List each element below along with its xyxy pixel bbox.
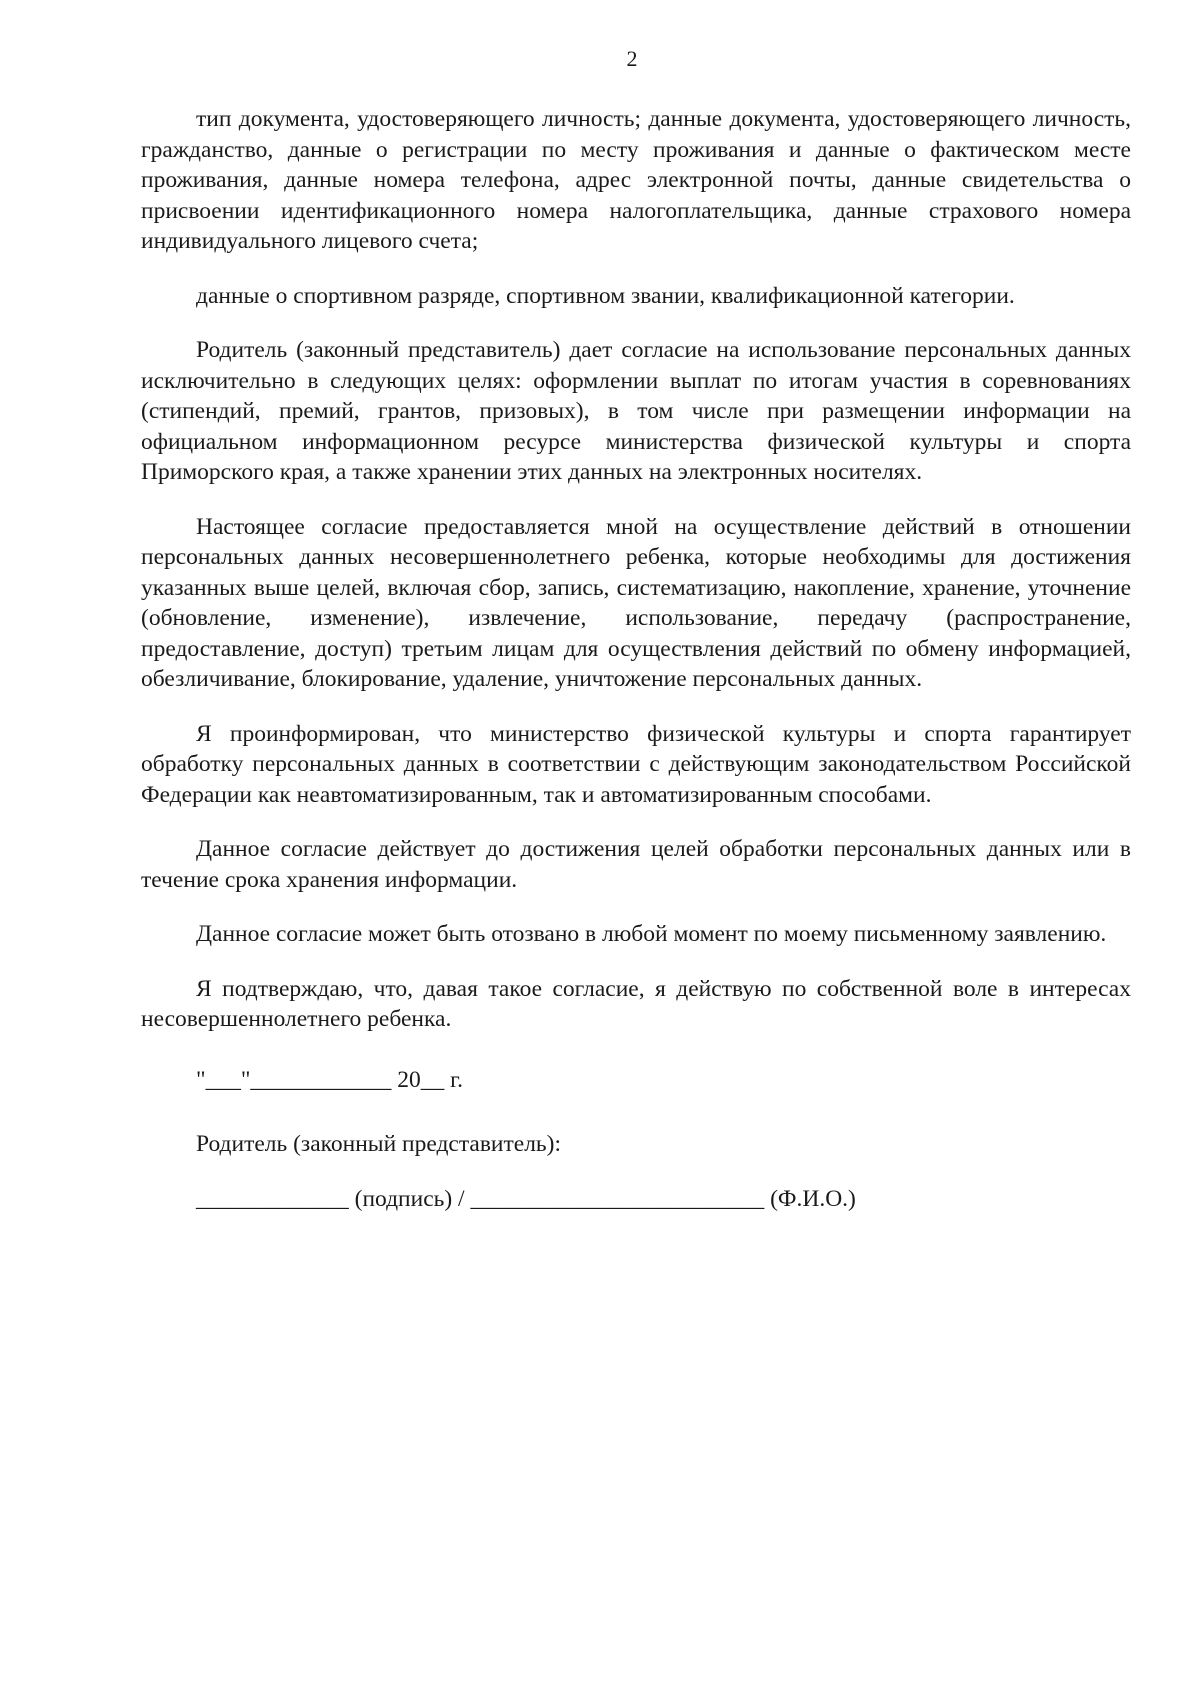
date-field: "___"____________ 20__ г. [196, 1066, 464, 1093]
paragraph-confirmation: Я подтверждаю, что, давая такое согласие, я действую по собственной воле в интересах несовершеннолетнего ребенка. [141, 975, 1131, 1032]
paragraph-validity: Данное согласие действует до достижения целей обработки персональных данных или в течение срока хранения информации. [141, 836, 1131, 893]
paragraph-purpose: Родитель (законный представитель) дает согласие на использование персональных данных исключительно в следующих целях: оформлении выплат по итогам участия в соревнованиях (стипендий, премий, грантов, призовых), в том числе при размещении информации на официальном информационном ресурсе министерства физической культуры и спорта Приморского края, а также хранении этих данных на электронных носителях. [141, 337, 1131, 485]
paragraph-revocation: Данное согласие может быть отозвано в любой момент по моему письменному заявлению. [196, 921, 1107, 947]
document-body [141, 104, 1131, 1214]
page-number: 2 [626, 46, 638, 71]
paragraph-guarantee: Я проинформирован, что министерство физической культуры и спорта гарантирует обработку персональных данных в соответствии с действующим законодательством Российской Федерации как неавтоматизированным, так и автоматизированным способами. [141, 720, 1131, 808]
parent-label: Родитель (законный представитель): [196, 1131, 562, 1157]
paragraph-personal-data-list: тип документа, удостоверяющего личность; данные документа, удостоверяющего личность, гражданство, данные о регистрации по месту проживания и данные о фактическом месте проживания, данные номера телефона, адрес электронной почты, данные свидетельства о присвоении идентификационного номера налогоплательщика, данные страхового номера индивидуального лицевого счета; [141, 106, 1131, 254]
signature-field: _____________ (подпись) / _________________________ (Ф.И.О.) [196, 1185, 856, 1212]
paragraph-actions: Настоящее согласие предоставляется мной на осуществление действий в отношении персональных данных несовершеннолетнего ребенка, которые необходимы для достижения указанных выше целей, включая сбор, запись, систематизацию, накопление, хранение, уточнение (обновление, изменение), извлечение, использование, передачу (распространение, предоставление, доступ) третьим лицам для осуществления действий по обмену информацией, обезличивание, блокирование, удаление, уничтожение персональных данных. [141, 513, 1131, 692]
paragraph-sport-data: данные о спортивном разряде, спортивном звании, квалификационной категории. [196, 282, 1015, 309]
